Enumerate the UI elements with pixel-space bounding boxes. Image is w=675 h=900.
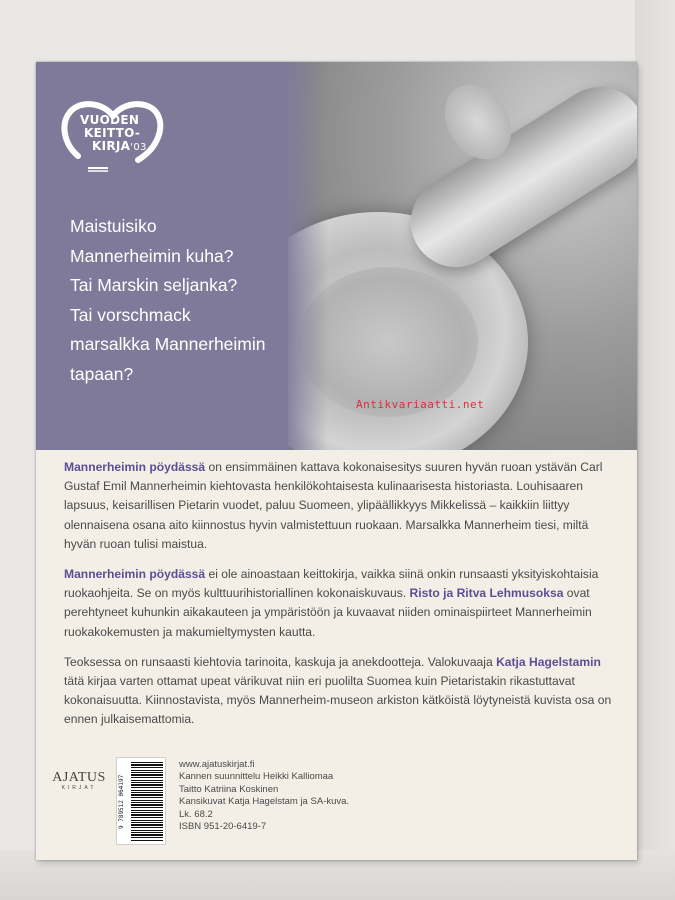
barcode-digits: 9 789512 064197: [118, 774, 125, 830]
book-title-highlight: Mannerheimin pöydässä: [64, 567, 206, 582]
logo-line-1: VUODEN: [80, 113, 140, 127]
paragraph-text: tätä kirjaa varten ottamat upeat värikuvat niin eri puolilta Suomea kuin Pietaristakin rikastuttavat kokonaisuutta. Kiinnostavista, myös Mannerheim-museon arkiston kätköistä löytyneistä kuvista osa on ennen julkaisemattomia.: [64, 674, 612, 727]
description-paragraph-2: [64, 565, 612, 642]
tagline: [70, 212, 350, 389]
paragraph-text: on ensimmäinen kattava kokonaisesitys suuren hyvän ruoan ystävän Carl Gustaf Emil Mannerheimin kiehtovasta henkilökohtaisesta kulinaarisesta historiasta. Louhisaaren lapsuus, keisarillisen Pietarin vuodet, paluu Suomeen, ylipäällikkyys Mikkelissä – kaikkiin liittyy olennaisena osana aito kiinnostus hyvin valmistettuun ruokaan. Marsalkka Mannerheim tiesi, miltä hyvän ruoan tulisi maistua.: [64, 460, 603, 551]
book-back-cover: [36, 62, 637, 860]
credit-line: Taitto Katriina Koskinen: [179, 783, 279, 795]
paragraph-text: ovat perehtyneet kuhunkin aikakauteen ja ympäristöön ja kuvaavat niiden ominaispiirteet Mannerheimin ruokakokemusten ja makumieltymysten kautta.: [64, 586, 592, 639]
barcode: [116, 757, 166, 845]
tagline-line: Tai vorschmack: [70, 304, 191, 325]
tagline-line: Tai Marskin seljanka?: [70, 275, 238, 295]
description-paragraph-1: [64, 458, 612, 554]
watermark: Antikvariaatti.net: [356, 398, 485, 411]
isbn: ISBN 951-20-6419-7: [179, 821, 267, 833]
credit-line: Kannen suunnittelu Heikki Kalliomaa: [179, 771, 334, 783]
credit-line: Kansikuvat Katja Hagelstam ja SA-kuva.: [179, 796, 350, 808]
credits: [179, 759, 349, 833]
tagline-line: Maistuisiko: [70, 216, 157, 236]
paragraph-text: Teoksessa on runsaasti kiehtovia tarinoita, kaskuja ja anekdootteja. Valokuvaaja: [64, 654, 497, 669]
description: [64, 458, 612, 741]
paragraph-text: ei ole ainoastaan keittokirja, vaikka siinä onkin runsaasti yksityiskohtaisia ruokaohjeita. Se on myös kulttuurihistoriallinen kokonaiskuvaus.: [64, 567, 599, 601]
publisher-logo: [50, 770, 108, 791]
logo-year: '03: [130, 142, 147, 153]
award-logo: [58, 96, 168, 176]
photographer-highlight: Katja Hagelstamin: [496, 654, 601, 669]
tagline-line: tapaan?: [70, 363, 134, 384]
top-panel: [36, 62, 637, 450]
publisher-name: AJATUS: [52, 770, 106, 785]
footer: [36, 737, 637, 860]
tagline-line: marsalkka Mannerheimin: [70, 334, 266, 354]
publisher-sub: KIRJAT: [61, 785, 97, 791]
barcode-bars: [131, 762, 163, 842]
logo-line-3: KIRJA: [92, 139, 131, 153]
book-title-highlight: Mannerheimin pöydässä: [64, 460, 206, 474]
logo-line-2: KEITTO-: [84, 126, 141, 140]
description-paragraph-3: [64, 653, 612, 730]
tagline-line: Mannerheimin kuha?: [70, 245, 234, 266]
logo-line-3-wrap: [80, 140, 147, 154]
publisher-url: www.ajatuskirjat.fi: [179, 759, 255, 770]
authors-highlight: Risto ja Ritva Lehmusoksa: [409, 586, 564, 601]
background-right: [635, 0, 675, 900]
rolling-pin-image: [394, 70, 637, 284]
award-logo-text: [80, 114, 147, 154]
classification: Lk. 68.2: [179, 808, 213, 820]
